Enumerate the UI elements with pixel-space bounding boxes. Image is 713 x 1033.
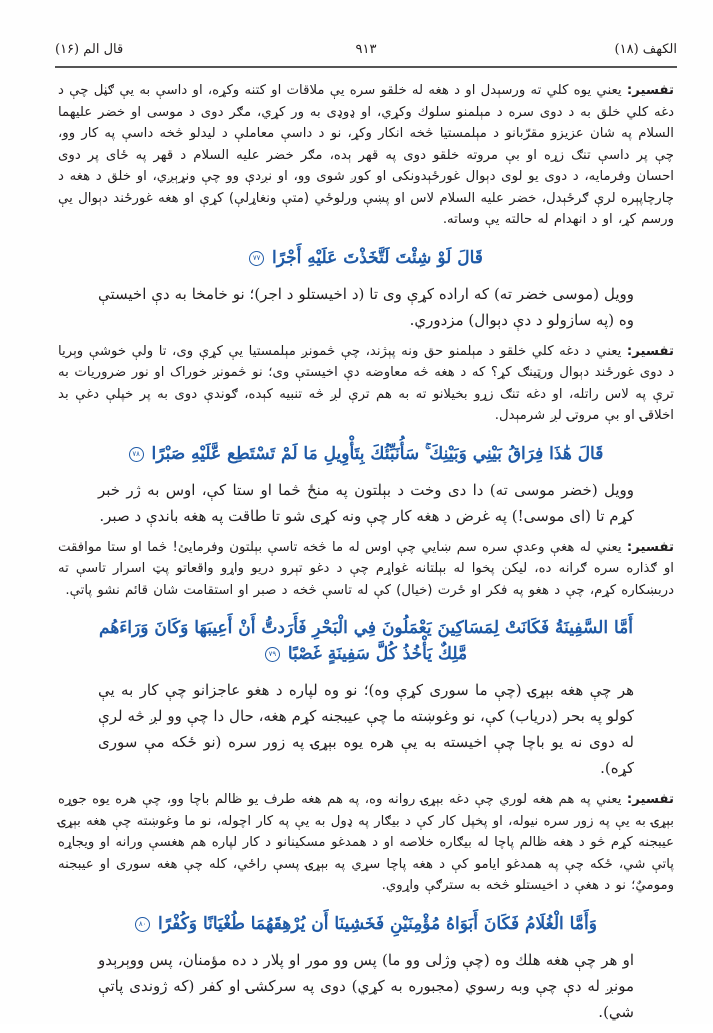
tafsir-text: يعني په هم هغه لوري چې دغه بېړۍ روانه وه، په هم هغه طرف يو ظالم باچا وو، چې هره يوه جوړه بېړۍ به يې په زور سره نيوله، او پخپل كار كې د بيګار په ډول به يې په كار اچوله، نو ما وغوښته چې هغه بېړۍ عيبجنه كړم څو د هغه ظالم پاچا له بيګاره خلاصه او د همدغو مسكينانو د كار لپاره هم هغسې ورانه او ويجاړه پاتې شي، ځكه چې په همدغو ايامو كې د هغه پاچا سړي په بېړۍ پسې راځي، كله چې هغه سوری او عيبجنه وموميٌ؛ نو د هغې د اخيستلو څخه به سترګې واړوي. (58, 792, 674, 893)
quran-verse (88, 245, 644, 271)
verse-translation: او هر چې هغه هلك وه (چې وژلی وو ما) پس وو مور او پلار د ده مؤمنان، پس ووېرېدو مونږ له دې چې وبه رسوي (مجبوره به كړي) دوی په سركشۍ او كفر (كه ژوندی پاتې شي). (98, 950, 634, 1021)
tafsir-paragraph (58, 341, 674, 427)
tafsir-label: تفسير: (626, 539, 674, 555)
quran-verse (88, 911, 644, 937)
tafsir-label: تفسير: (626, 792, 674, 807)
verse-translation: هر چې هغه بېړۍ (چې ما سوری كړې وه)؛ نو وه لپاره د هغو عاجزانو چې كار به يې كولو په بحر (درياب) كې، نو وغوښته ما چې عيبجنه كړم هغه، حال دا چې وو لږ څه لرې له دوی نه يو باچا چې اخيسته به يې هره يوه بېړۍ په زور سره (نو ځكه مې سوری كړه). (98, 681, 634, 777)
tafsir-label: تفسير: (626, 343, 674, 359)
page-header (55, 42, 677, 64)
tafsir-paragraph (58, 537, 674, 602)
tafsir-label: تفسير: (626, 83, 674, 98)
quran-verse (88, 441, 644, 467)
tafsir-paragraph (58, 789, 674, 897)
verse-text: أَمَّا السَّفِينَةُ فَكَانَتْ لِمَسَاكِينَ يَعْمَلُونَ فِي الْبَحْرِ فَأَرَدتُّ أَنْ أَعِيبَهَا وَكَانَ وَرَاءَهُم مَّلِكٌ يَأْخُذُ كُلَّ سَفِينَةٍ غَصْبًا (99, 618, 633, 664)
juz-title: قال الم (۱۶) (55, 42, 124, 57)
verse-translation: وويل (خضر موسی ته) دا دی وخت د بېلتون په منځ څما او ستا كې، اوس به ژر خبر كړم تا (ای موسی!) په غرض د هغه كار چې ونه كړی شو تا طاقت په هغه باندې د صبر. (98, 480, 634, 525)
verse-number-marker: ۷۹ (265, 647, 280, 662)
quran-verse (88, 615, 644, 667)
verse-translation: وويل (موسی خضر ته) كه اراده كړې وی تا (د اخيستلو د اجر)؛ نو خامخا به دې اخيستې وه (په سازولو د دې دېوال) مزدوري. (98, 284, 634, 329)
tafsir-text: يعني له هغې وعدې سره سم ښايي چې اوس له ما څخه تاسې بېلتون وفرمايئ! څما او ستا موافقت او ګذاره سره ګرانه ده، ليكن پخوا له بېلتانه غواړم چې د دغو تېرو دريو واړو واقعاتو پټ اسرار تاسې ته دربښكاره كړم، چې د هغو په فكر او ځرت (خيال) كې له تاسې څخه د صبر او استقامت شان قائم نشو پاتې. (58, 539, 674, 598)
verse-text: قَالَ لَوْ شِئْتَ لَتَّخَذْتَ عَلَيْهِ أَجْرًا (272, 247, 483, 268)
verse-number-marker: ۷۷ (249, 251, 264, 266)
tafsir-text: يعني يوه كلي ته ورسېدل او د هغه له خلقو سره يې ملاقات او كتنه وكړه، او داسې به يې ګڼل چې د دغه كلي خلق به د دوی سره د مېلمنو سلوك وكړي، او ډوډی به ور كړي، مګر دوی د موسی او خضر عليهما السلام په شان عزيزو مقرّبانو د مېلمستيا څخه انكار وكړ، نو د داسې معاملې د لیدلو څخه داسې په كار وو، چې پر داسې تنګ زړه او بې مروته خلقو دوی په قهر ېده، مګر خضر عليه السلام د قهر په ځای پر دوی احسان وفرمايه، د دوی يو لوی دېوال غورځېدونكی او كوږ شوی وو، او نږدې وو چې ونړېږي، او خلق د هغه د چارچاپېره لرې ګرځېدل، خضر عليه السلام لاس او پښې ورلوځي (متې ونغاړلې) كړې او هغه غورځند دېوال يې ورسم كړ، او د انهدام له حالته يې وساته. (58, 83, 674, 227)
page-content (58, 80, 674, 1033)
verse-number-marker: ۷۸ (129, 447, 144, 462)
header-divider (55, 66, 677, 68)
verse-text: وَأَمَّا الْغُلَامُ فَكَانَ أَبَوَاهُ مُؤْمِنَيْنِ فَخَشِينَا أَن يُرْهِقَهُمَا طُغْيَانًا وَكُفْرًا (158, 913, 597, 934)
surah-title: الكهف (۱۸) (614, 42, 677, 57)
verse-text: قَالَ هَٰذَا فِرَاقُ بَيْنِي وَبَيْنِكَ ۚ سَأُنَبِّئُكَ بِتَأْوِيلِ مَا لَمْ تَسْتَطِع عَّلَيْهِ صَبْرًا (151, 443, 604, 464)
tafsir-text: يعني د دغه كلي خلقو د مېلمنو حق ونه پېژند، چې څمونږ مېلمستيا يې كړې وی، تا ولې خوشې وېريا د دوی غورځند دېوال ورټينګ كړ؟ كه د هغه څه معاوضه دې اخيستې وی؛ نو څمونږ خوراک او نور ضروريات به ترې په لاس راتله، او دغه تنګ زړو بخيلانو ته به هم ترې لږ څه تنبيه كېده، ګوندې دوی به پر خپلې دغې بد اخلاقۍ او بې مروتۍ لږ شرمېدل. (58, 343, 674, 423)
page-number: ۹۱۳ (355, 42, 377, 57)
verse-number-marker: ۸۰ (135, 917, 150, 932)
tafsir-paragraph (58, 80, 674, 231)
